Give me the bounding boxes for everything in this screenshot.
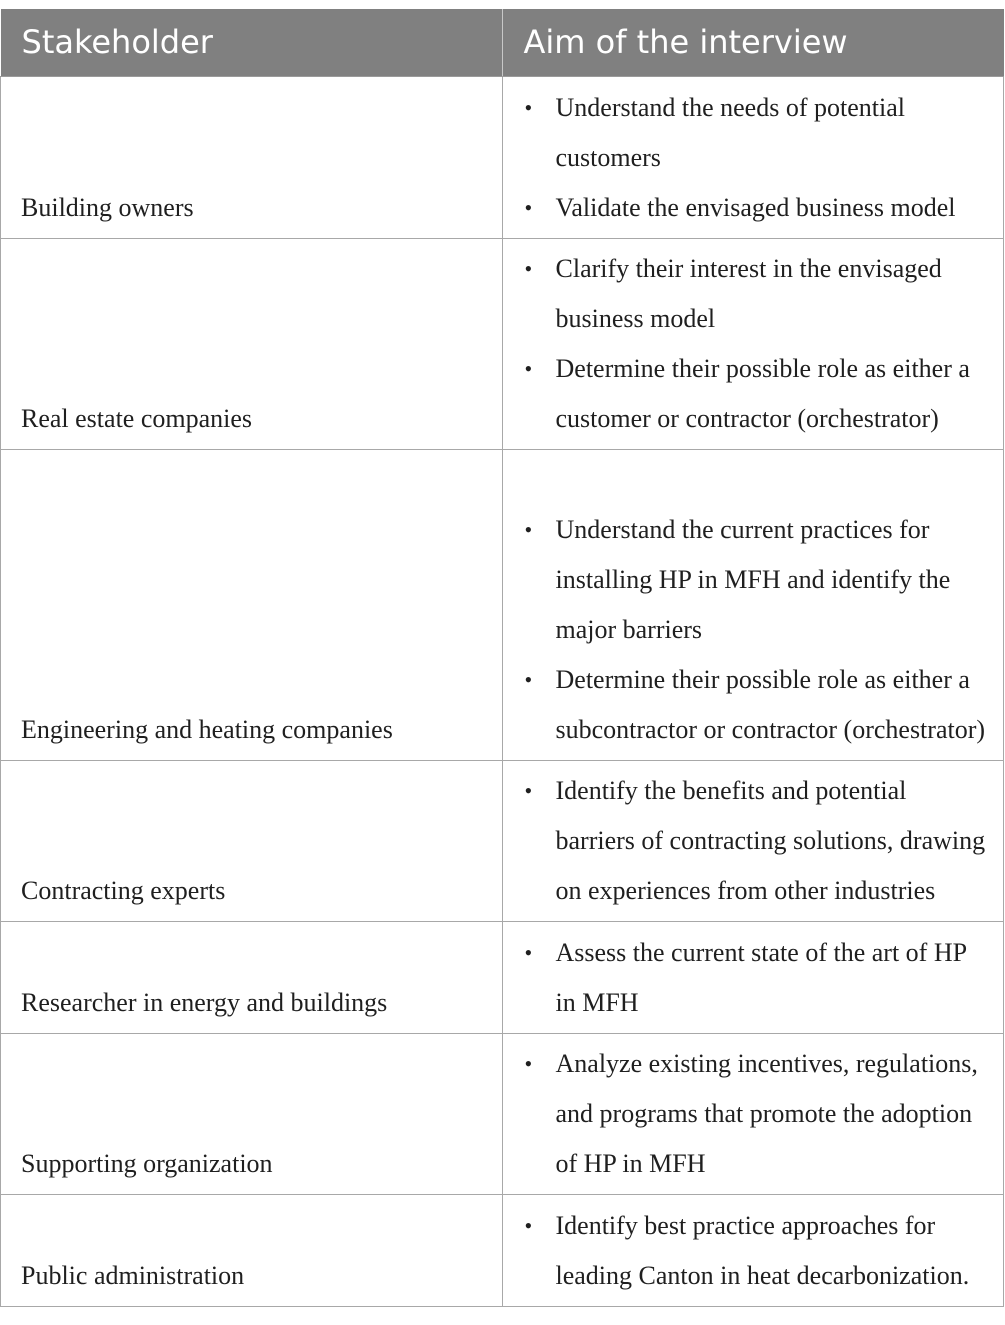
aims-cell bbox=[502, 76, 1004, 238]
list-item bbox=[523, 183, 992, 233]
list-item bbox=[523, 344, 992, 444]
aim-text: Understand the needs of potential customers bbox=[555, 92, 905, 172]
aim-text: Assess the current state of the art of HP in MFH bbox=[555, 937, 967, 1017]
table-row bbox=[1, 1194, 1004, 1306]
table-row bbox=[1, 449, 1004, 760]
bullet-icon: • bbox=[524, 777, 533, 803]
aim-list bbox=[523, 1039, 992, 1189]
list-item bbox=[523, 655, 992, 755]
aims-cell bbox=[502, 449, 1004, 760]
stakeholder-cell: Real estate companies bbox=[1, 238, 503, 449]
bullet-icon: • bbox=[524, 1050, 533, 1076]
aim-list bbox=[523, 928, 992, 1028]
bullet-icon: • bbox=[524, 255, 533, 281]
header-stakeholder: Stakeholder bbox=[1, 9, 503, 76]
aims-cell bbox=[502, 238, 1004, 449]
list-item bbox=[523, 766, 992, 916]
stakeholder-cell: Contracting experts bbox=[1, 760, 503, 921]
aim-list bbox=[523, 83, 992, 233]
aim-text: Understand the current practices for installing HP in MFH and identify the major barriers bbox=[555, 514, 951, 644]
table-row bbox=[1, 921, 1004, 1033]
aim-text: Determine their possible role as either a subcontractor or contractor (orchestrator) bbox=[555, 664, 986, 744]
bullet-icon: • bbox=[524, 939, 533, 965]
aim-text: Determine their possible role as either a customer or contractor (orchestrator) bbox=[555, 353, 970, 433]
bullet-icon: • bbox=[524, 94, 533, 120]
bullet-icon: • bbox=[524, 1212, 533, 1238]
aim-text: Identify the benefits and potential barriers of contracting solutions, drawing on experiences from other industries bbox=[555, 775, 986, 905]
bullet-icon: • bbox=[524, 194, 533, 220]
list-item bbox=[523, 83, 992, 183]
list-item bbox=[523, 1039, 992, 1189]
header-aim: Aim of the interview bbox=[502, 9, 1004, 76]
table-row bbox=[1, 76, 1004, 238]
aim-text: Analyze existing incentives, regulations, and programs that promote the adoption of HP in MFH bbox=[555, 1048, 978, 1178]
aim-list bbox=[523, 1201, 992, 1301]
stakeholder-cell: Building owners bbox=[1, 76, 503, 238]
aims-cell bbox=[502, 921, 1004, 1033]
aim-text: Validate the envisaged business model bbox=[555, 192, 956, 222]
list-item bbox=[523, 505, 992, 655]
stakeholder-table bbox=[0, 9, 1004, 1307]
aims-cell bbox=[502, 1194, 1004, 1306]
stakeholder-cell: Supporting organization bbox=[1, 1033, 503, 1194]
aim-text: Clarify their interest in the envisaged business model bbox=[555, 253, 942, 333]
stakeholder-cell: Engineering and heating companies bbox=[1, 449, 503, 760]
list-item bbox=[523, 244, 992, 344]
bullet-icon: • bbox=[524, 516, 533, 542]
aim-list bbox=[523, 244, 992, 444]
stakeholder-cell: Researcher in energy and buildings bbox=[1, 921, 503, 1033]
aim-list bbox=[523, 766, 992, 916]
aims-cell bbox=[502, 1033, 1004, 1194]
aim-list bbox=[523, 505, 992, 755]
table-header-row bbox=[1, 9, 1004, 76]
list-item bbox=[523, 1201, 992, 1301]
bullet-icon: • bbox=[524, 666, 533, 692]
list-item bbox=[523, 928, 992, 1028]
bullet-icon: • bbox=[524, 355, 533, 381]
stakeholder-cell: Public administration bbox=[1, 1194, 503, 1306]
table-row bbox=[1, 760, 1004, 921]
aims-cell bbox=[502, 760, 1004, 921]
table-row bbox=[1, 238, 1004, 449]
aim-text: Identify best practice approaches for leading Canton in heat decarbonization. bbox=[555, 1210, 970, 1290]
table-row bbox=[1, 1033, 1004, 1194]
